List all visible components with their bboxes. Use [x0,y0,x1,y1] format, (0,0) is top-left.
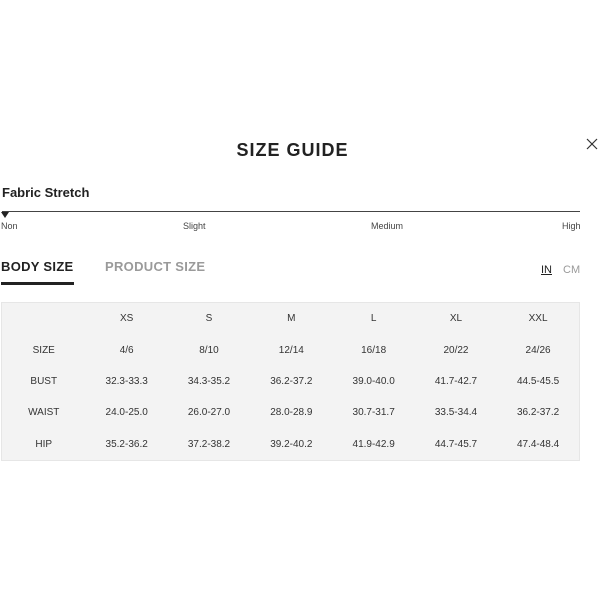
table-header-cell: M [287,313,296,325]
table-row [2,397,580,428]
fabric-stretch-label: Fabric Stretch [2,185,90,200]
table-cell: 39.0-40.0 [352,375,395,387]
row-label: SIZE [32,344,55,356]
table-cell: 44.7-45.7 [434,438,478,450]
table-header-cell: L [370,313,377,325]
table-row [2,334,580,365]
table-header-cell: S [205,313,213,325]
tab-body-size[interactable]: BODY SIZE [1,259,74,274]
unit-toggle-in[interactable]: IN [541,264,552,276]
table-header-cell: XXL [528,313,548,325]
table-cell: 32.3-33.3 [105,375,148,387]
table-cell: 34.3-35.2 [187,375,231,387]
stretch-level-high: High [562,221,581,231]
fabric-stretch-scale [2,211,580,212]
table-cell: 30.7-31.7 [352,407,395,419]
table-cell: 37.2-38.2 [187,438,231,450]
table-cell: 26.0-27.0 [187,407,231,419]
table-cell: 41.9-42.9 [352,438,395,450]
table-header-cell: XS [119,313,134,325]
tab-product-size[interactable]: PRODUCT SIZE [105,259,206,274]
table-cell: 39.2-40.2 [270,438,313,450]
close-button[interactable] [584,136,600,152]
table-cell: 20/22 [443,344,469,356]
table-header-cell: XL [449,313,463,325]
stretch-level-non: Non [1,221,18,231]
row-label: HIP [35,438,53,450]
table-cell: 8/10 [199,344,219,356]
table-cell: 33.5-34.4 [434,407,478,419]
table-cell: 4/6 [119,344,134,356]
stretch-marker-icon [1,212,9,218]
table-cell: 44.5-45.5 [516,375,560,387]
table-cell: 35.2-36.2 [105,438,148,450]
table-cell: 36.2-37.2 [516,407,560,419]
size-table [1,302,580,461]
table-cell: 24/26 [525,344,551,356]
table-row [2,366,580,397]
table-cell: 41.7-42.7 [434,375,478,387]
table-cell: 24.0-25.0 [105,407,148,419]
table-cell: 36.2-37.2 [270,375,313,387]
table-header-cell [2,303,86,335]
table-header-row [2,303,580,335]
stretch-level-slight: Slight [183,221,206,231]
close-icon [584,136,600,152]
table-cell: 28.0-28.9 [270,407,313,419]
row-label: BUST [30,375,58,387]
stretch-level-medium: Medium [371,221,404,231]
table-row [2,429,580,461]
table-cell: 12/14 [278,344,304,356]
table-cell: 16/18 [361,344,387,356]
unit-toggle-cm[interactable]: CM [563,264,581,276]
active-tab-indicator [1,282,74,285]
row-label: WAIST [28,407,60,419]
page-title: SIZE GUIDE [236,140,349,160]
table-cell: 47.4-48.4 [516,438,560,450]
